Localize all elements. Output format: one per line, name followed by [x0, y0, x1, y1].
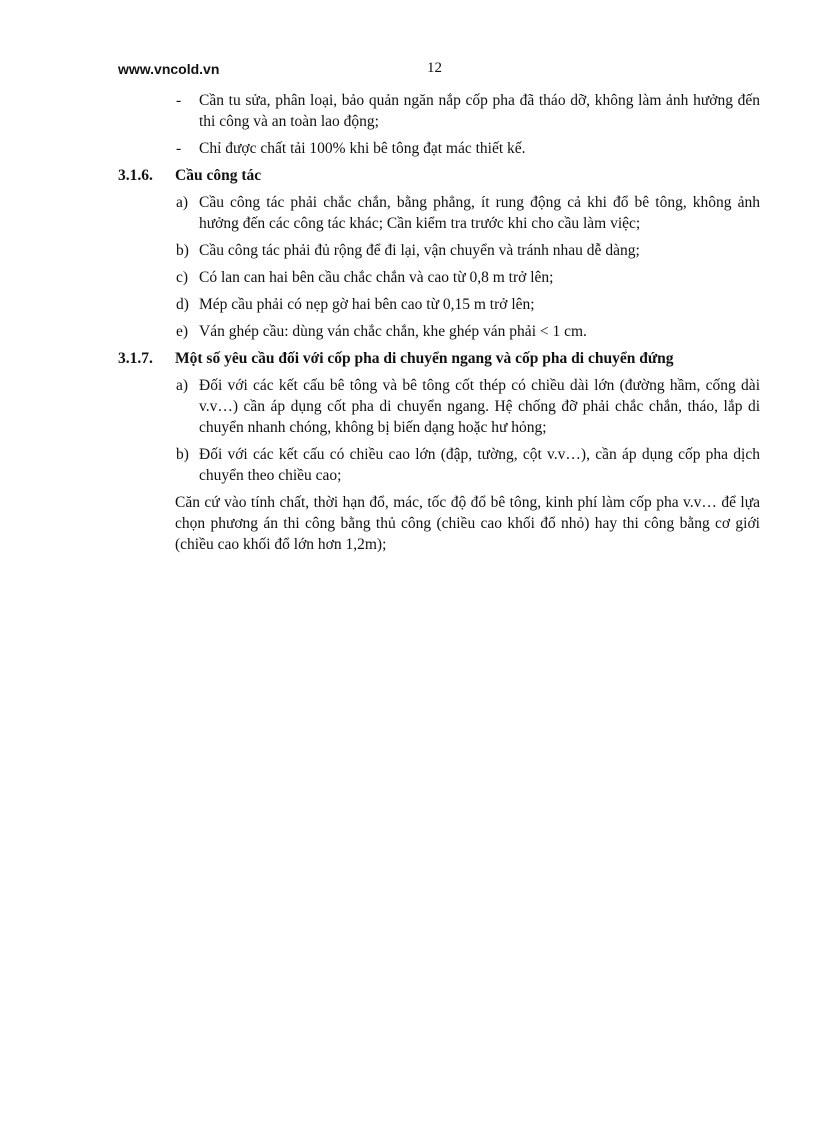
section-heading-3-1-7: [118, 348, 760, 369]
list-item: [118, 321, 760, 342]
list-marker: b): [176, 446, 189, 463]
list-item-text: Cần tu sửa, phân loại, bảo quản ngăn nắp cốp pha đã tháo dỡ, không làm ảnh hưởng đến thi công và an toàn lao động;: [199, 92, 760, 130]
list-item: [118, 240, 760, 261]
list-marker: c): [176, 269, 189, 286]
list-marker: b): [176, 242, 189, 259]
page-number: 12: [427, 60, 442, 76]
body-paragraph: Căn cứ vào tính chất, thời hạn đổ, mác, tốc độ đổ bê tông, kinh phí làm cốp pha v.v… để lựa chọn phương án thi công bằng thủ công (chiều cao khối đổ nhỏ) hay thi công bằng cơ giới (chiều cao khối đổ lớn hơn 1,2m);: [175, 494, 760, 553]
header-website: www.vncold.vn: [118, 61, 220, 77]
list-item-text: Ván ghép cầu: dùng ván chắc chắn, khe ghép ván phải < 1 cm.: [199, 323, 587, 340]
list-item-text: Cầu công tác phải chắc chắn, bằng phẳng, ít rung động cả khi đổ bê tông, không ảnh hưởng đến các công tác khác; Cần kiểm tra trước khi cho cầu làm việc;: [199, 194, 760, 232]
list-item-text: Có lan can hai bên cầu chắc chắn và cao từ 0,8 m trở lên;: [199, 269, 554, 286]
list-marker: d): [176, 296, 189, 313]
section-number: 3.1.7.: [118, 350, 153, 367]
list-item: [118, 267, 760, 288]
document-body: [118, 90, 760, 555]
section-number: 3.1.6.: [118, 167, 153, 184]
list-item: [118, 294, 760, 315]
section-title: Một số yêu cầu đối với cốp pha di chuyển ngang và cốp pha di chuyển đứng: [175, 350, 674, 367]
list-item-text: Đối với các kết cấu có chiều cao lớn (đập, tường, cột v.v…), cần áp dụng cốp pha dịch chuyển theo chiều cao;: [199, 446, 760, 484]
list-marker: a): [176, 377, 189, 394]
list-item: [118, 192, 760, 234]
list-item: [118, 444, 760, 486]
section-heading-3-1-6: [118, 165, 760, 186]
list-marker: -: [176, 92, 182, 109]
list-item-text: Cầu công tác phải đủ rộng để đi lại, vận chuyển và tránh nhau dễ dàng;: [199, 242, 640, 259]
list-item-text: Đối với các kết cấu bê tông và bê tông cốt thép có chiều dài lớn (đường hầm, cống dài v.v…) cần áp dụng cốt pha di chuyển ngang. Hệ chống đỡ phải chắc chắn, tháo, lắp di chuyển nhanh chóng, không bị biến dạng hoặc hư hỏng;: [199, 377, 760, 436]
list-item-text: Chỉ được chất tải 100% khi bê tông đạt mác thiết kế.: [199, 140, 526, 157]
list-item: [118, 138, 760, 159]
list-item: [118, 90, 760, 132]
list-marker: e): [176, 323, 189, 340]
list-item-text: Mép cầu phải có nẹp gờ hai bên cao từ 0,15 m trở lên;: [199, 296, 535, 313]
list-marker: -: [176, 140, 182, 157]
list-item: [118, 375, 760, 438]
section-title: Cầu công tác: [175, 167, 262, 184]
list-marker: a): [176, 194, 189, 211]
